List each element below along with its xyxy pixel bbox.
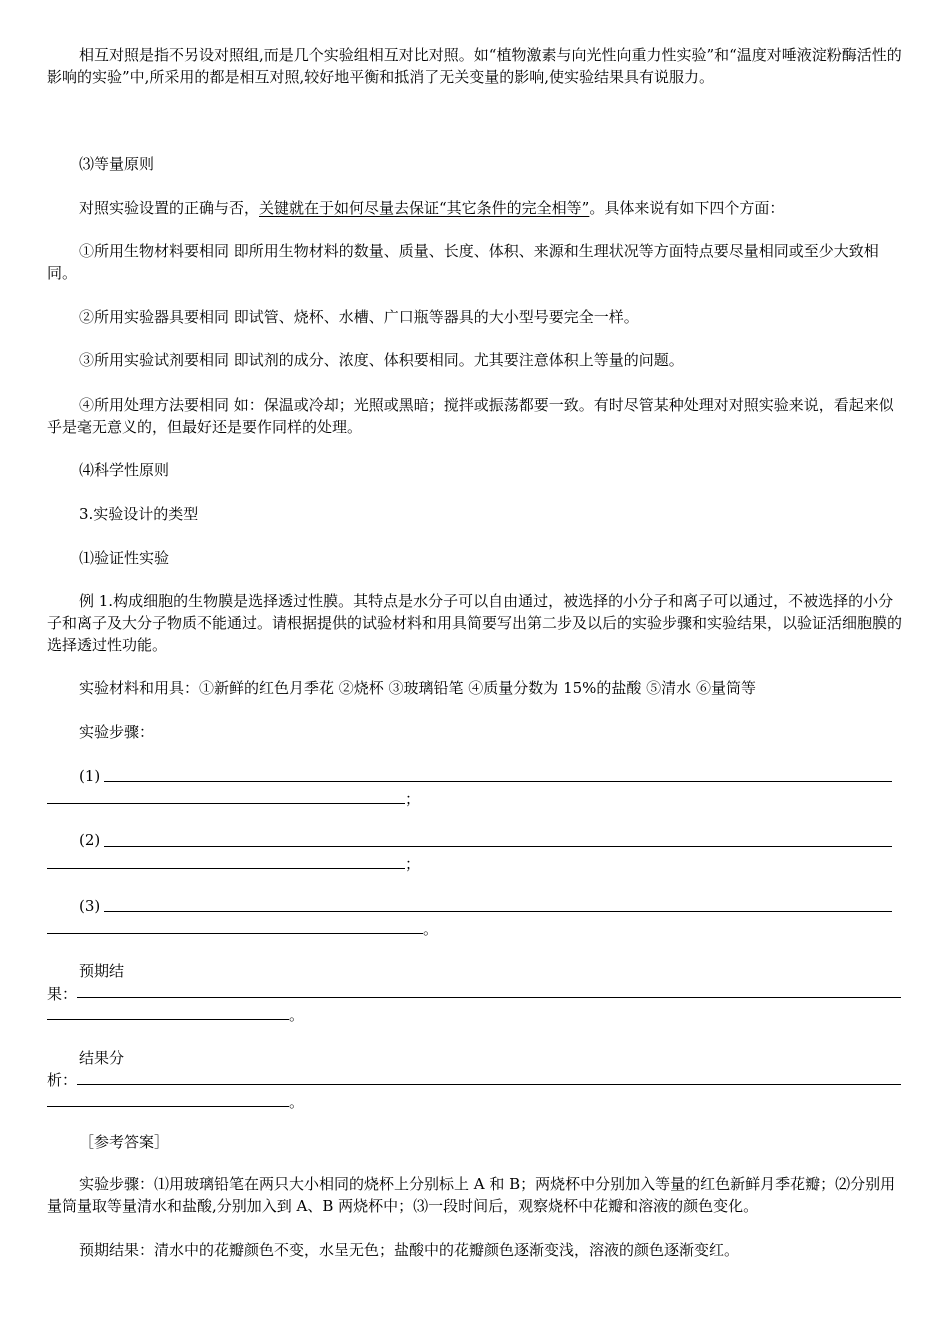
step-3-label: (3) xyxy=(79,897,101,915)
result-analysis-answer-line-1[interactable] xyxy=(77,1084,901,1085)
step-2-answer-line-1[interactable] xyxy=(104,846,892,847)
paragraph-reagent-same: ③所用实验试剂要相同 即试剂的成分、浓度、体积要相同。尤其要注意体积上等量的问题。 xyxy=(79,351,684,369)
reference-answer-expected: 预期结果：清水中的花瓣颜色不变，水呈无色；盐酸中的花瓣颜色逐渐变浅，溶液的颜色逐渐变红。 xyxy=(79,1241,740,1259)
step-2-semicolon: ； xyxy=(405,855,421,873)
paragraph-example-1: 例 1.构成细胞的生物膜是选择透过性膜。其特点是水分子可以自由通过，被选择的小分子和离子可以通过，不被选择的小分子和离子及大分子物质不能通过。请根据提供的试验材料和用具简要写出第二步及以后的实验步骤和实验结果，以验证活细胞膜的选择透过性功能。 xyxy=(47,592,903,654)
expected-results-answer-line-2[interactable] xyxy=(47,1019,289,1020)
reference-answer-heading: ［参考答案］ xyxy=(79,1133,170,1151)
result-analysis-period: 。 xyxy=(289,1093,305,1111)
heading-design-types: 3.实验设计的类型 xyxy=(79,505,199,523)
step-1-answer-line-1[interactable] xyxy=(104,781,892,782)
step-2-answer-line-2[interactable] xyxy=(47,868,405,869)
heading-scientific-principle: ⑷科学性原则 xyxy=(79,461,170,479)
heading-equal-principle: ⑶等量原则 xyxy=(79,155,155,173)
step-1-answer-line-2[interactable] xyxy=(47,803,405,804)
step-3-answer-line-1[interactable] xyxy=(104,911,892,912)
paragraph-mutual-control: 相互对照是指不另设对照组,而是几个实验组相互对比对照。如“植物激素与向光性向重力性实验”和“温度对唾液淀粉酶活性的影响的实验”中,所采用的都是相互对照,较好地平衡和抵消了无关变量的影响,使实验结果具有说服力。 xyxy=(47,46,902,86)
expected-results-label-b: 果： xyxy=(47,985,78,1003)
underlined-key-point: 关键就在于如何尽量去保证“其它条件的完全相等” xyxy=(259,199,590,217)
step-1-label: (1) xyxy=(79,767,101,785)
step-3-period: 。 xyxy=(423,920,439,938)
reference-answer-steps: 实验步骤：⑴用玻璃铅笔在两只大小相同的烧杯上分别标上 A 和 B；两烧杯中分别加入等量的红色新鲜月季花瓣；⑵分别用量筒量取等量清水和盐酸,分别加入到 A、B 两烧杯中；⑶一段时间后，观察烧杯中花瓣和溶液的颜色变化。 xyxy=(47,1175,896,1215)
paragraph-equal-pre: 对照实验设置的正确与否， xyxy=(79,199,260,217)
expected-results-period: 。 xyxy=(289,1006,305,1024)
paragraph-equal-conditions xyxy=(47,197,907,219)
expected-results-label-a: 预期结 xyxy=(79,962,125,980)
paragraph-treatment-same: ④所用处理方法要相同 如：保温或冷却；光照或黑暗；搅拌或振荡都要一致。有时尽管某种处理对对照实验来说，看起来似乎是毫无意义的，但最好还是要作同样的处理。 xyxy=(47,396,894,436)
heading-verification-experiment: ⑴验证性实验 xyxy=(79,549,170,567)
paragraph-material-same: ①所用生物材料要相同 即所用生物材料的数量、质量、长度、体积、来源和生理状况等方面特点要尽量相同或至少大致相同。 xyxy=(47,242,879,282)
step-2-label: (2) xyxy=(79,831,101,849)
paragraph-equipment-same: ②所用实验器具要相同 即试管、烧杯、水槽、广口瓶等器具的大小型号要完全一样。 xyxy=(79,308,639,326)
paragraph-steps-label: 实验步骤： xyxy=(79,723,155,741)
paragraph-materials: 实验材料和用具：①新鲜的红色月季花 ②烧杯 ③玻璃铅笔 ④质量分数为 15%的盐酸 ⑤清水 ⑥量筒等 xyxy=(79,679,756,697)
result-analysis-label-b: 析： xyxy=(47,1071,78,1089)
step-3-answer-line-2[interactable] xyxy=(47,933,423,934)
result-analysis-answer-line-2[interactable] xyxy=(47,1106,289,1107)
paragraph-equal-post: 。具体来说有如下四个方面： xyxy=(589,199,785,217)
expected-results-answer-line-1[interactable] xyxy=(77,997,901,998)
step-1-semicolon: ； xyxy=(405,790,421,808)
result-analysis-label-a: 结果分 xyxy=(79,1049,125,1067)
